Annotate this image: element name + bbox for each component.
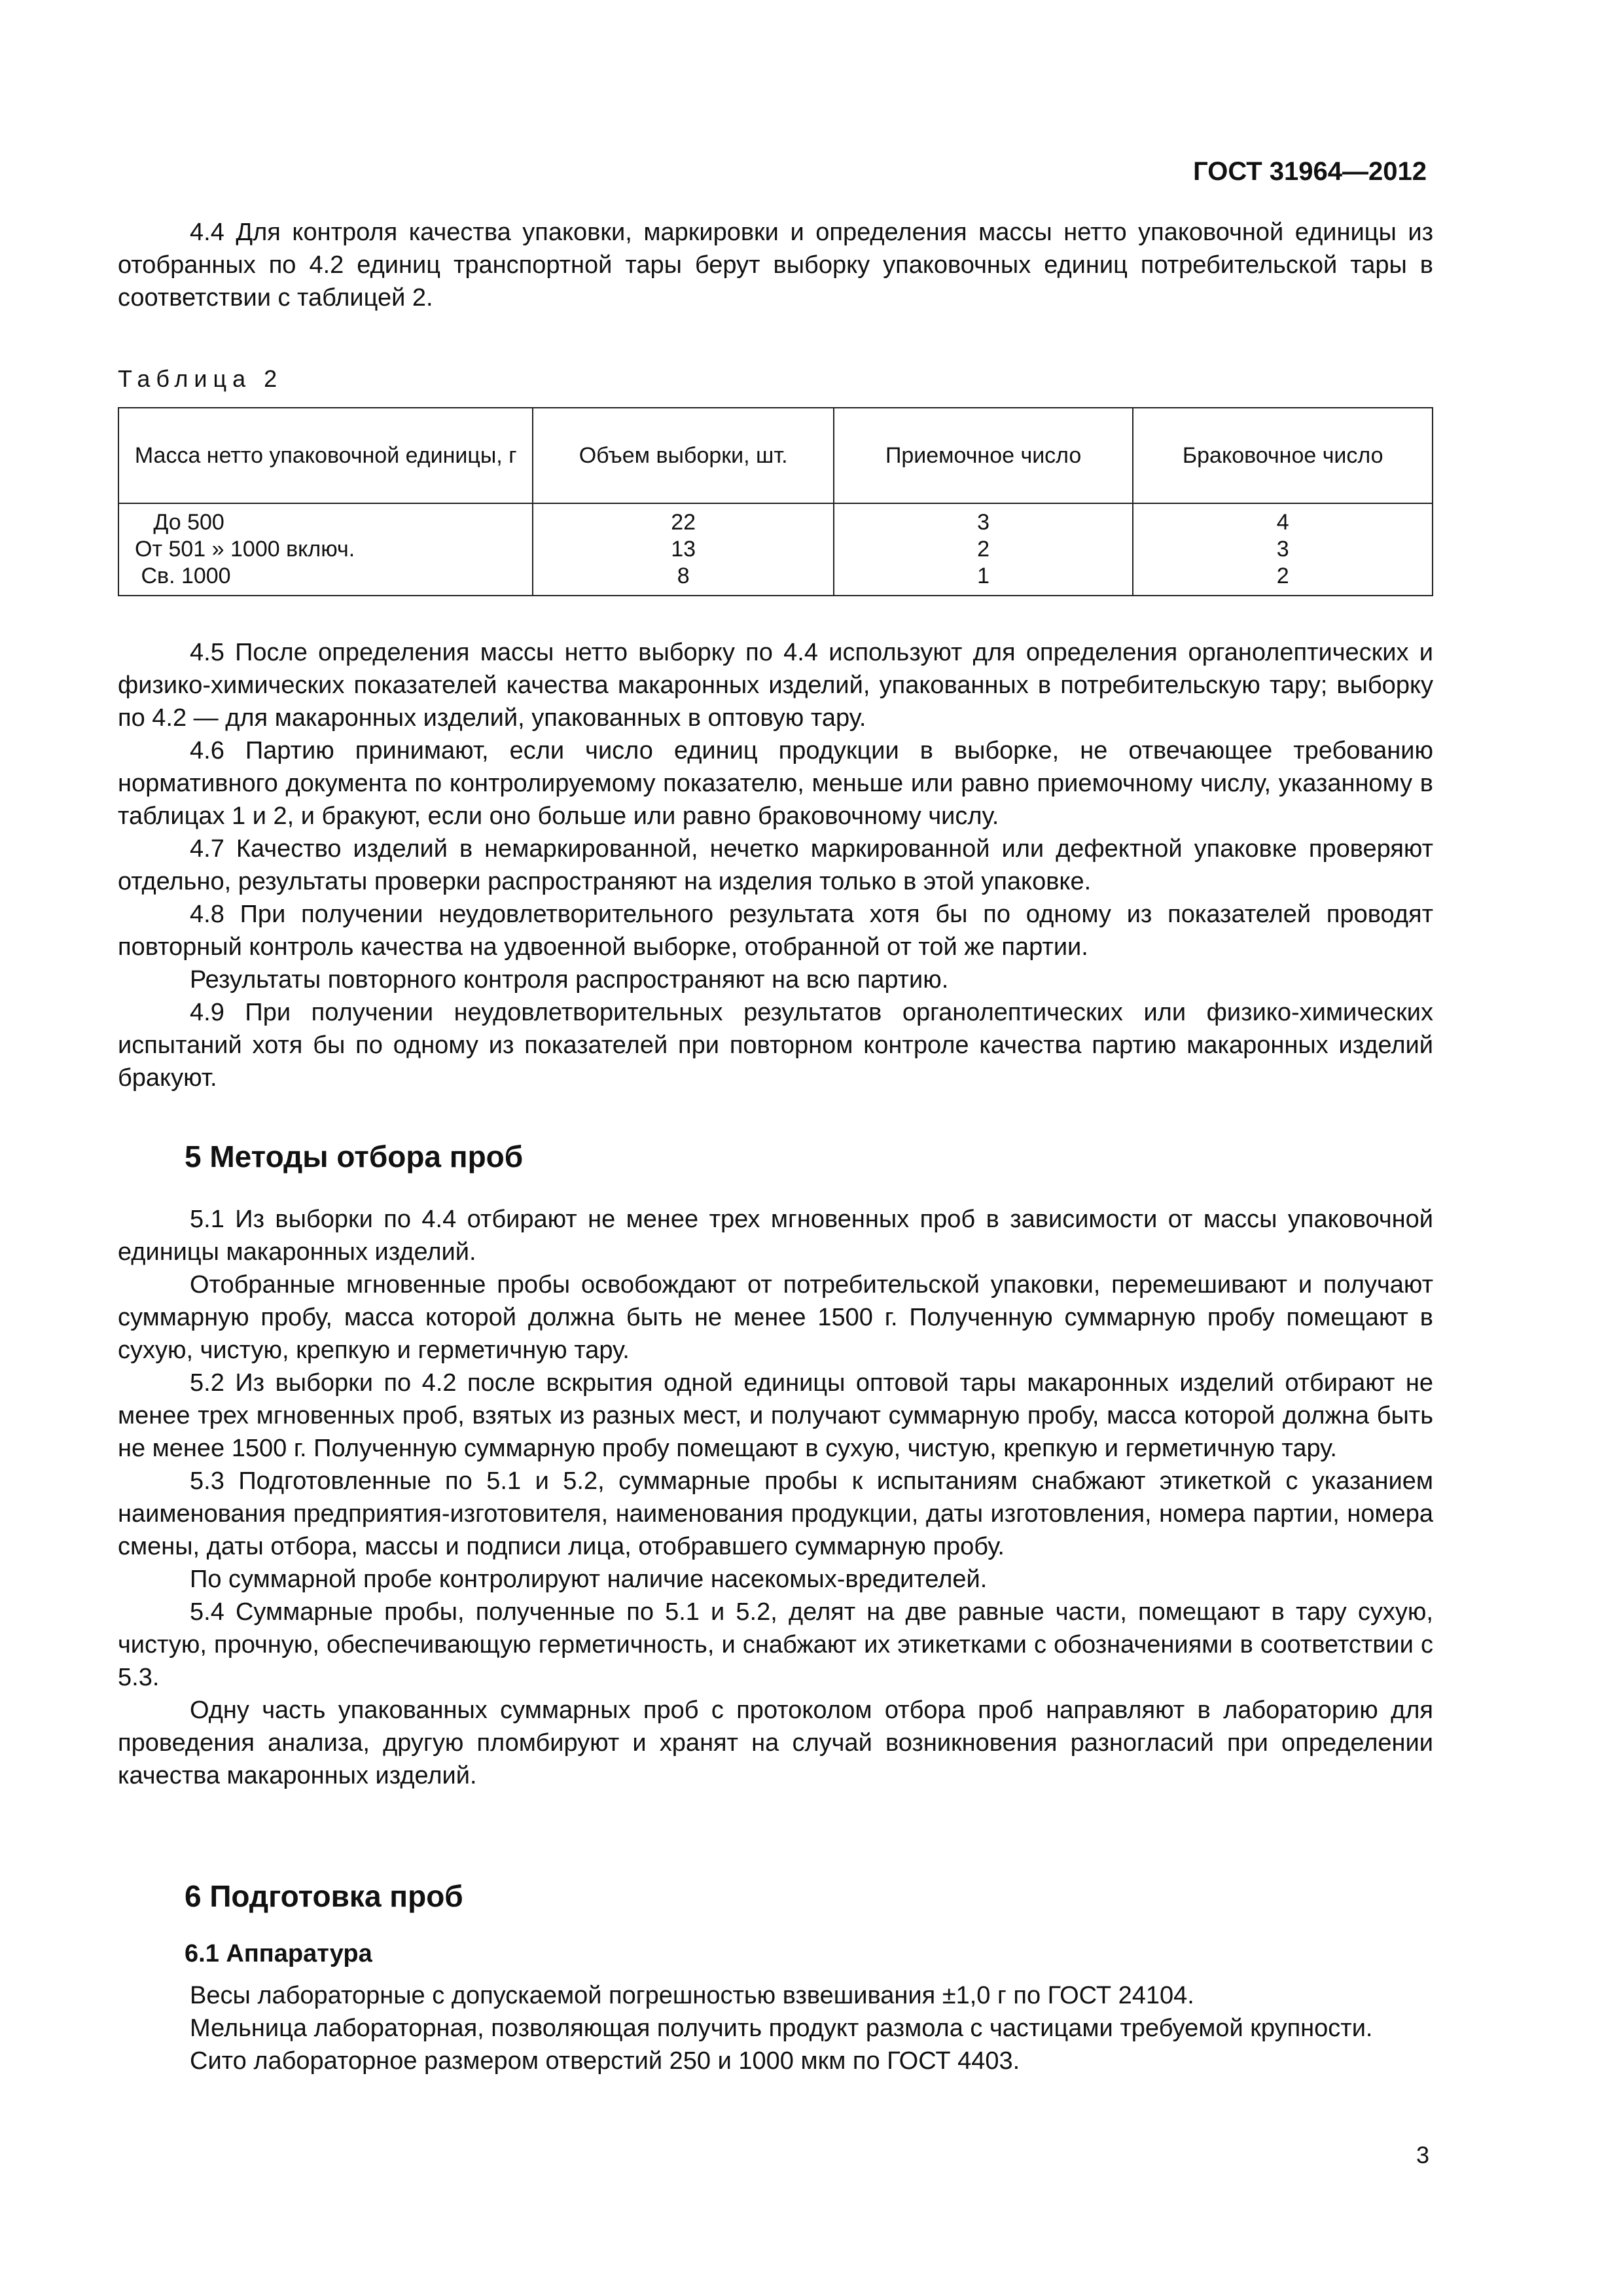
column-header-acceptance-number: Приемочное число: [834, 408, 1133, 503]
subsection-6-1-title: 6.1 Аппаратура: [185, 1940, 372, 1967]
table-cell: От 501 » 1000 включ.: [135, 537, 355, 562]
equipment-sieve: Сито лабораторное размером отверстий 250 и 1000 мкм по ГОСТ 4403.: [190, 2047, 1020, 2075]
paragraph-5-2: 5.2 Из выборки по 4.2 после вскрытия одной единицы оптовой тары макаронных изделий отбирают не менее трех мгновенных проб, взятых из разных мест, и получают суммарную пробу, масса которой должна быть не менее 1500 г. Полученную суммарную пробу помещают в сухую, чистую, крепкую и герметичную тару.: [118, 1369, 1433, 1462]
table-cell: 3: [1276, 537, 1289, 562]
paragraph-5-3-note: По суммарной пробе контролируют наличие насекомых-вредителей.: [190, 1566, 988, 1593]
paragraph-5-1-cont: Отобранные мгновенные пробы освобождают от потребительской упаковки, перемешивают и получают суммарную пробу, масса которой должна быть не менее 1500 г. Полученную суммарную пробу помещают в сухую, чистую, крепкую и герметичную тару.: [118, 1271, 1433, 1364]
table-cell: 2: [977, 537, 990, 562]
paragraph-4-7: 4.7 Качество изделий в немаркированной, нечетко маркированной или дефектной упаковке проверяют отдельно, результаты проверки распространяют на изделия только в этой упаковке.: [118, 835, 1433, 895]
table-cell: 2: [1276, 564, 1289, 588]
paragraph-4-4: 4.4 Для контроля качества упаковки, маркировки и определения массы нетто упаковочной единицы из отобранных по 4.2 единиц транспортной тары берут выборку упаковочных единиц потребительской тары в соответствии с таблицей 2.: [118, 219, 1433, 312]
table-row: [118, 503, 1433, 596]
table-cell: До 500: [135, 510, 224, 535]
paragraph-5-3: 5.3 Подготовленные по 5.1 и 5.2, суммарные пробы к испытаниям снабжают этикеткой с указанием наименования предприятия-изготовителя, наименования продукции, даты изготовления, номера партии, номера смены, даты отбора, массы и подписи лица, отобравшего суммарную пробу.: [118, 1467, 1433, 1560]
rejection-number-column-cell: [1133, 503, 1433, 596]
paragraph-5-1: 5.1 Из выборки по 4.4 отбирают не менее трех мгновенных проб в зависимости от массы упаковочной единицы макаронных изделий.: [118, 1206, 1433, 1266]
equipment-scales: Весы лабораторные с допускаемой погрешностью взвешивания ±1,0 г по ГОСТ 24104.: [190, 1982, 1194, 2009]
paragraph-4-5: 4.5 После определения массы нетто выборку по 4.4 используют для определения органолептических и физико-химических показателей качества макаронных изделий, упакованных в потребительскую тару; выборку по 4.2 — для макаронных изделий, упакованных в оптовую тару.: [118, 639, 1433, 732]
equipment-mill: Мельница лабораторная, позволяющая получить продукт размола с частицами требуемой крупности.: [190, 2015, 1373, 2042]
table-cell: 4: [1276, 510, 1289, 535]
paragraph-4-4-block: [118, 216, 1433, 314]
table-cell: 22: [671, 510, 696, 535]
sample-size-column-cell: [533, 503, 833, 596]
table-cell: 3: [977, 510, 990, 535]
table-cell: 1: [977, 564, 990, 588]
column-header-sample-size: Объем выборки, шт.: [533, 408, 833, 503]
column-header-rejection-number: Браковочное число: [1133, 408, 1433, 503]
section-6-title: 6 Подготовка проб: [185, 1879, 463, 1913]
section-5-body: [118, 1203, 1433, 1792]
section-6-1-body: [118, 1979, 1433, 2077]
paragraph-5-4-cont: Одну часть упакованных суммарных проб с протоколом отбора проб направляют в лабораторию для проведения анализа, другую пломбируют и хранят на случай возникновения разногласий при определении качества макаронных изделий.: [118, 1696, 1433, 1789]
table-header-row: [118, 408, 1433, 503]
acceptance-number-column-cell: [834, 503, 1133, 596]
paragraph-5-4: 5.4 Суммарные пробы, полученные по 5.1 и 5.2, делят на две равные части, помещают в тару сухую, чистую, прочную, обеспечивающую герметичность, и снабжают их этикетками с обозначениями в соответствии с 5.3.: [118, 1598, 1433, 1691]
table-2-caption: Таблица 2: [118, 365, 283, 392]
section-5-title: 5 Методы отбора проб: [185, 1139, 524, 1174]
standard-designation: ГОСТ 31964—2012: [1193, 157, 1427, 186]
table-cell: 13: [671, 537, 696, 562]
column-header-mass: Масса нетто упаковочной единицы, г: [118, 408, 533, 503]
table-2: [118, 407, 1433, 596]
paragraph-4-8-note: Результаты повторного контроля распространяют на всю партию.: [190, 966, 949, 994]
paragraphs-4-5-to-4-9: [118, 636, 1433, 1094]
paragraph-4-9: 4.9 При получении неудовлетворительных результатов органолептических или физико-химических испытаний хотя бы по одному из показателей при повторном контроле качества партию макаронных изделий бракуют.: [118, 999, 1433, 1092]
mass-column-cell: [118, 503, 533, 596]
paragraph-4-6: 4.6 Партию принимают, если число единиц продукции в выборке, не отвечающее требованию нормативного документа по контролируемому показателю, меньше или равно приемочному числу, указанному в таблицах 1 и 2, и бракуют, если оно больше или равно браковочному числу.: [118, 737, 1433, 830]
page-number: 3: [1416, 2142, 1429, 2168]
paragraph-4-8: 4.8 При получении неудовлетворительного результата хотя бы по одному из показателей проводят повторный контроль качества на удвоенной выборке, отобранной от той же партии.: [118, 901, 1433, 961]
table-cell: 8: [677, 564, 690, 588]
table-cell: Св. 1000: [135, 564, 231, 588]
